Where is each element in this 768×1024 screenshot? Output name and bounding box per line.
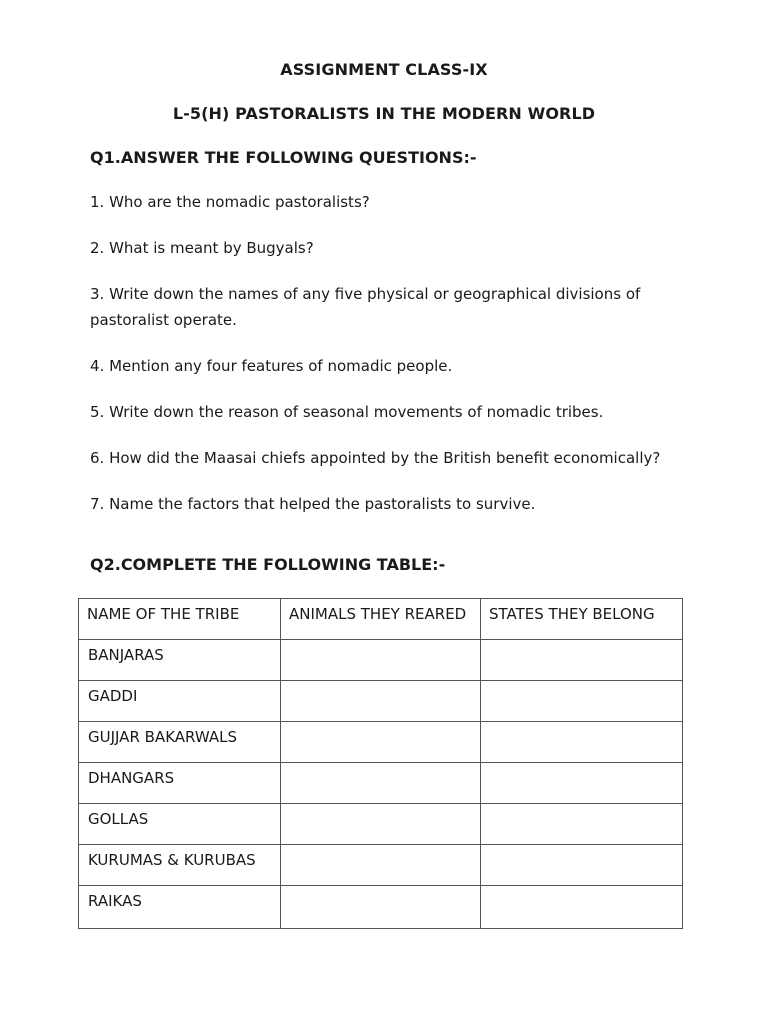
table-row <box>79 722 683 763</box>
question-item: 2. What is meant by Bugyals? <box>90 239 314 257</box>
table-row <box>79 640 683 681</box>
states-cell <box>481 886 683 929</box>
states-cell <box>481 722 683 763</box>
question-item: 6. How did the Maasai chiefs appointed by the British benefit economically? <box>90 449 661 467</box>
states-cell <box>481 640 683 681</box>
section-1-heading: Q1.ANSWER THE FOLLOWING QUESTIONS:- <box>90 148 477 167</box>
tribe-table <box>78 598 683 929</box>
question-item: 7. Name the factors that helped the pastoralists to survive. <box>90 495 536 513</box>
column-header: NAME OF THE TRIBE <box>79 599 281 640</box>
animals-cell <box>281 640 481 681</box>
question-item: 4. Mention any four features of nomadic people. <box>90 357 453 375</box>
table-row <box>79 681 683 722</box>
animals-cell <box>281 722 481 763</box>
column-header: STATES THEY BELONG <box>481 599 683 640</box>
document-title: ASSIGNMENT CLASS-IX <box>280 60 488 79</box>
tribe-name-cell: DHANGARS <box>79 763 281 804</box>
states-cell <box>481 804 683 845</box>
animals-cell <box>281 804 481 845</box>
table-row <box>79 763 683 804</box>
animals-cell <box>281 681 481 722</box>
animals-cell <box>281 763 481 804</box>
tribe-name-cell: KURUMAS & KURUBAS <box>79 845 281 886</box>
question-item: 5. Write down the reason of seasonal movements of nomadic tribes. <box>90 403 604 421</box>
states-cell <box>481 681 683 722</box>
states-cell <box>481 763 683 804</box>
tribe-name-cell: GUJJAR BAKARWALS <box>79 722 281 763</box>
tribe-name-cell: GADDI <box>79 681 281 722</box>
table-header-row <box>79 599 683 640</box>
tribe-name-cell: RAIKAS <box>79 886 281 929</box>
section-2-heading: Q2.COMPLETE THE FOLLOWING TABLE:- <box>90 555 446 574</box>
animals-cell <box>281 845 481 886</box>
table-row <box>79 845 683 886</box>
document-subtitle: L-5(H) PASTORALISTS IN THE MODERN WORLD <box>172 104 596 123</box>
states-cell <box>481 845 683 886</box>
tribe-name-cell: BANJARAS <box>79 640 281 681</box>
question-list <box>90 189 690 537</box>
question-item: 3. Write down the names of any five physical or geographical divisions of pastoralist operate. <box>90 285 641 329</box>
table-row <box>79 886 683 929</box>
column-header: ANIMALS THEY REARED <box>281 599 481 640</box>
animals-cell <box>281 886 481 929</box>
question-item: 1. Who are the nomadic pastoralists? <box>90 193 370 211</box>
tribe-name-cell: GOLLAS <box>79 804 281 845</box>
table-row <box>79 804 683 845</box>
